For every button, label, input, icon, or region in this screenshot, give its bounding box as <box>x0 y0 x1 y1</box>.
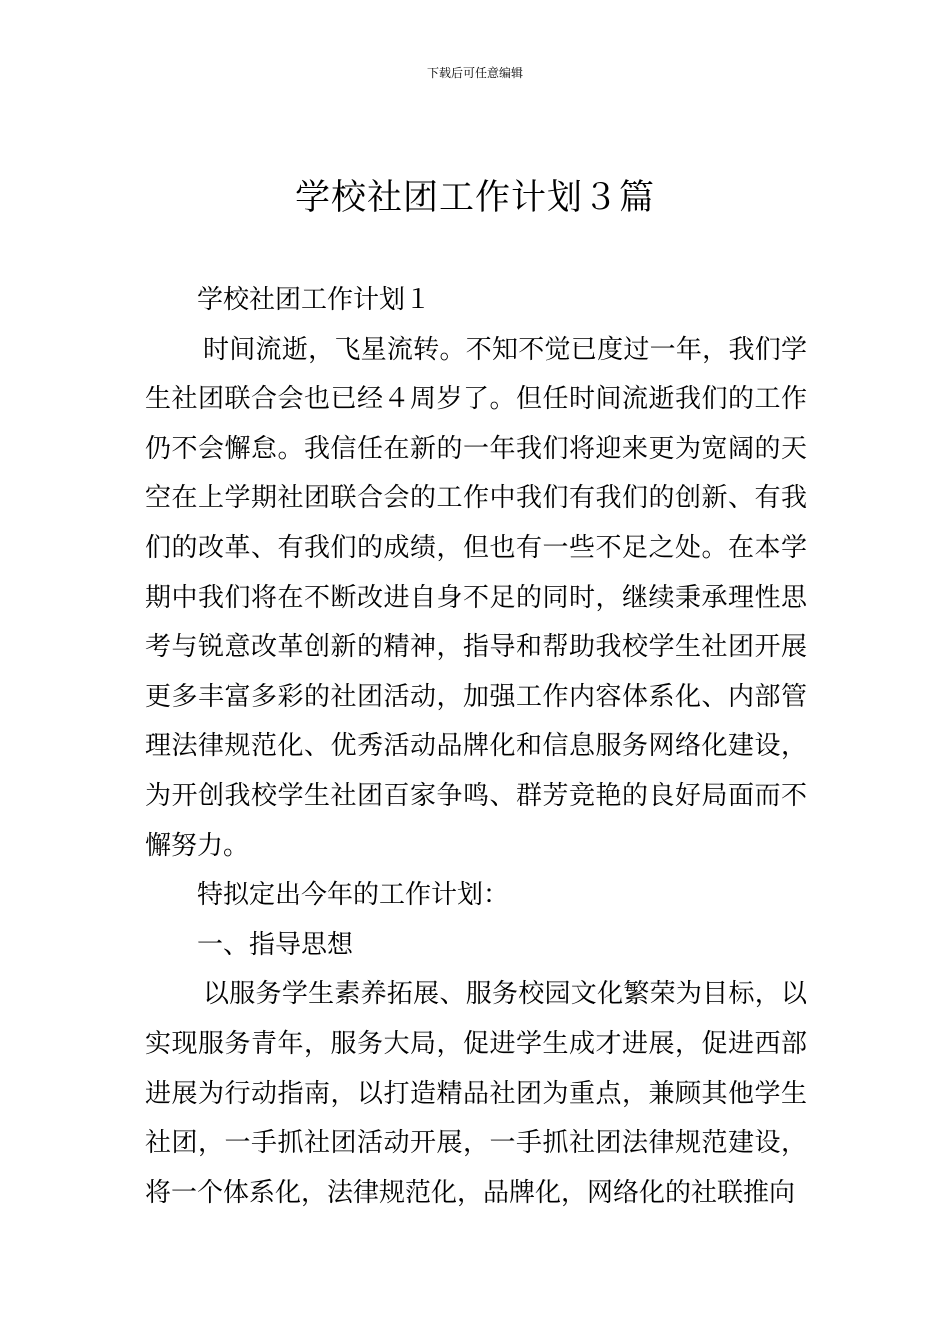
paragraph-plan-intro: 特拟定出今年的工作计划： <box>197 880 510 911</box>
paragraph-guiding-ideology: 以服务学生素养拓展、服务校园文化繁荣为目标，以实现服务青年，服务大局，促进学生成才进展，促进西部进展为行动指南，以打造精品社团为重点，兼顾其他学生社团，一手抓社团活动开展，一手抓社团法律规范建设，将一个体系化，法律规范化，品牌化，网络化的社联推向 <box>145 979 807 1208</box>
document-title: 学校社团工作计划３篇 <box>294 178 655 218</box>
section-title: 学校社团工作计划１ <box>197 285 432 315</box>
document-body <box>145 276 807 1218</box>
heading-guiding-ideology: 一、指导思想 <box>197 929 354 960</box>
header-note: 下载后可任意编辑 <box>426 66 523 80</box>
paragraph-intro: 时间流逝，飞星流转。不知不觉已度过一年，我们学生社团联合会也已经４周岁了。但任时间流逝我们的工作仍不会懈怠。我信任在新的一年我们将迎来更为宽阔的天空在上学期社团联合会的工作中我们有我们的创新、有我们的改革、有我们的成绩，但也有一些不足之处。在本学期中我们将在不断改进自身不足的同时，继续秉承理性思考与锐意改革创新的精神，指导和帮助我校学生社团开展更多丰富多彩的社团活动，加强工作内容体系化、内部管理法律规范化、优秀活动品牌化和信息服务网络化建设，为开创我校学生社团百家争鸣、群芳竞艳的良好局面而不懈努力。 <box>145 334 807 861</box>
